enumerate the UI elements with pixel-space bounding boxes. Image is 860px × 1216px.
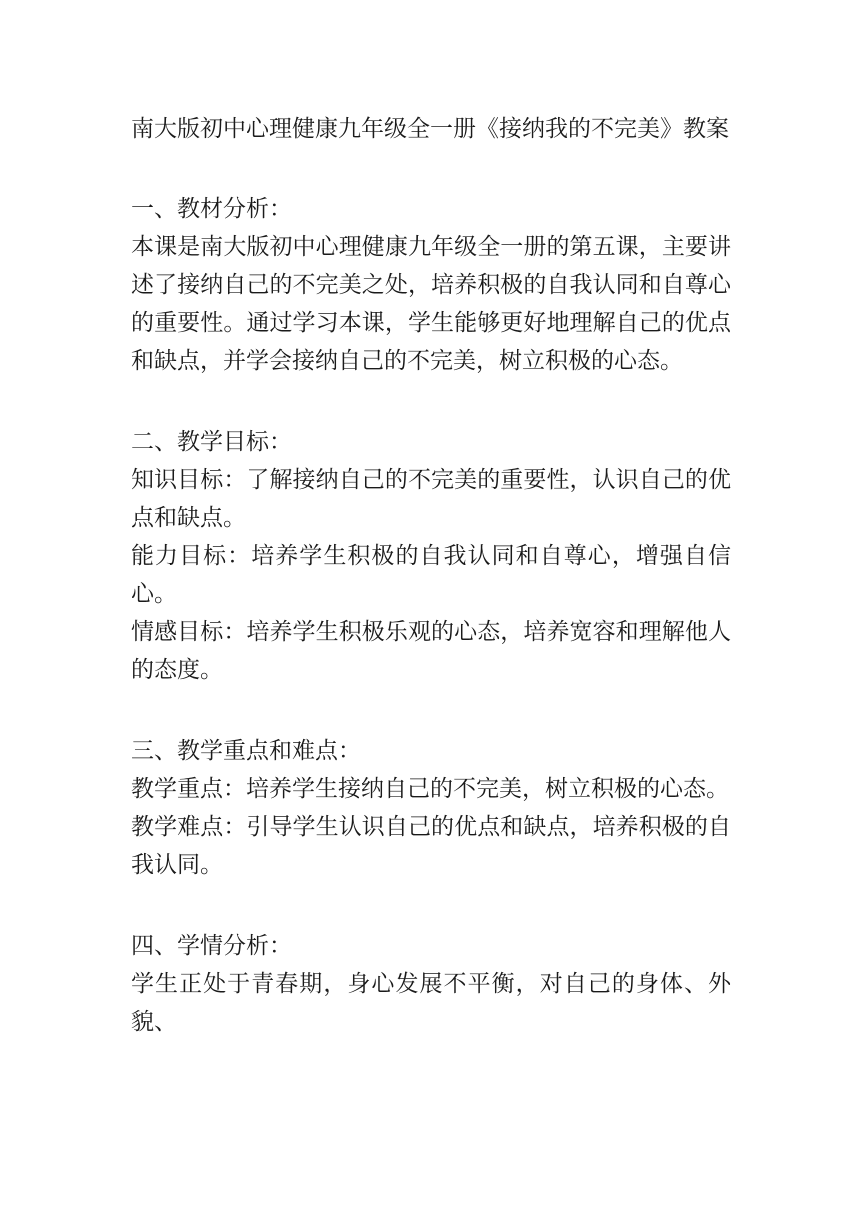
- document-title: 南大版初中心理健康九年级全一册《接纳我的不完美》教案: [131, 116, 729, 142]
- paragraph: 学生正处于青春期，身心发展不平衡，对自己的身体、外貌、: [131, 971, 731, 1035]
- paragraph: 能力目标：培养学生积极的自我认同和自尊心，增强自信心。: [131, 543, 731, 607]
- document-page: [131, 110, 731, 1084]
- section-teaching-goals: [131, 423, 731, 689]
- paragraph: 情感目标：培养学生积极乐观的心态，培养宽容和理解他人的态度。: [131, 619, 731, 683]
- paragraph: 本课是南大版初中心理健康九年级全一册的第五课，主要讲述了接纳自己的不完美之处，培养积极的自我认同和自尊心的重要性。通过学习本课，学生能够更好地理解自己的优点和缺点，并学会接纳自己的不完美，树立积极的心态。: [131, 234, 731, 374]
- section-heading: 一、教材分析：: [131, 196, 292, 222]
- section-student-analysis: [131, 927, 731, 1041]
- paragraph: 教学难点：引导学生认识自己的优点和缺点，培养积极的自我认同。: [131, 814, 731, 878]
- paragraph: 知识目标：了解接纳自己的不完美的重要性，认识自己的优点和缺点。: [131, 467, 731, 531]
- paragraph: 教学重点：培养学生接纳自己的不完美，树立积极的心态。: [131, 776, 729, 802]
- section-textbook-analysis: [131, 190, 731, 380]
- section-heading: 二、教学目标：: [131, 429, 292, 455]
- section-heading: 三、教学重点和难点：: [131, 738, 361, 764]
- section-heading: 四、学情分析：: [131, 933, 292, 959]
- section-key-points: [131, 732, 731, 884]
